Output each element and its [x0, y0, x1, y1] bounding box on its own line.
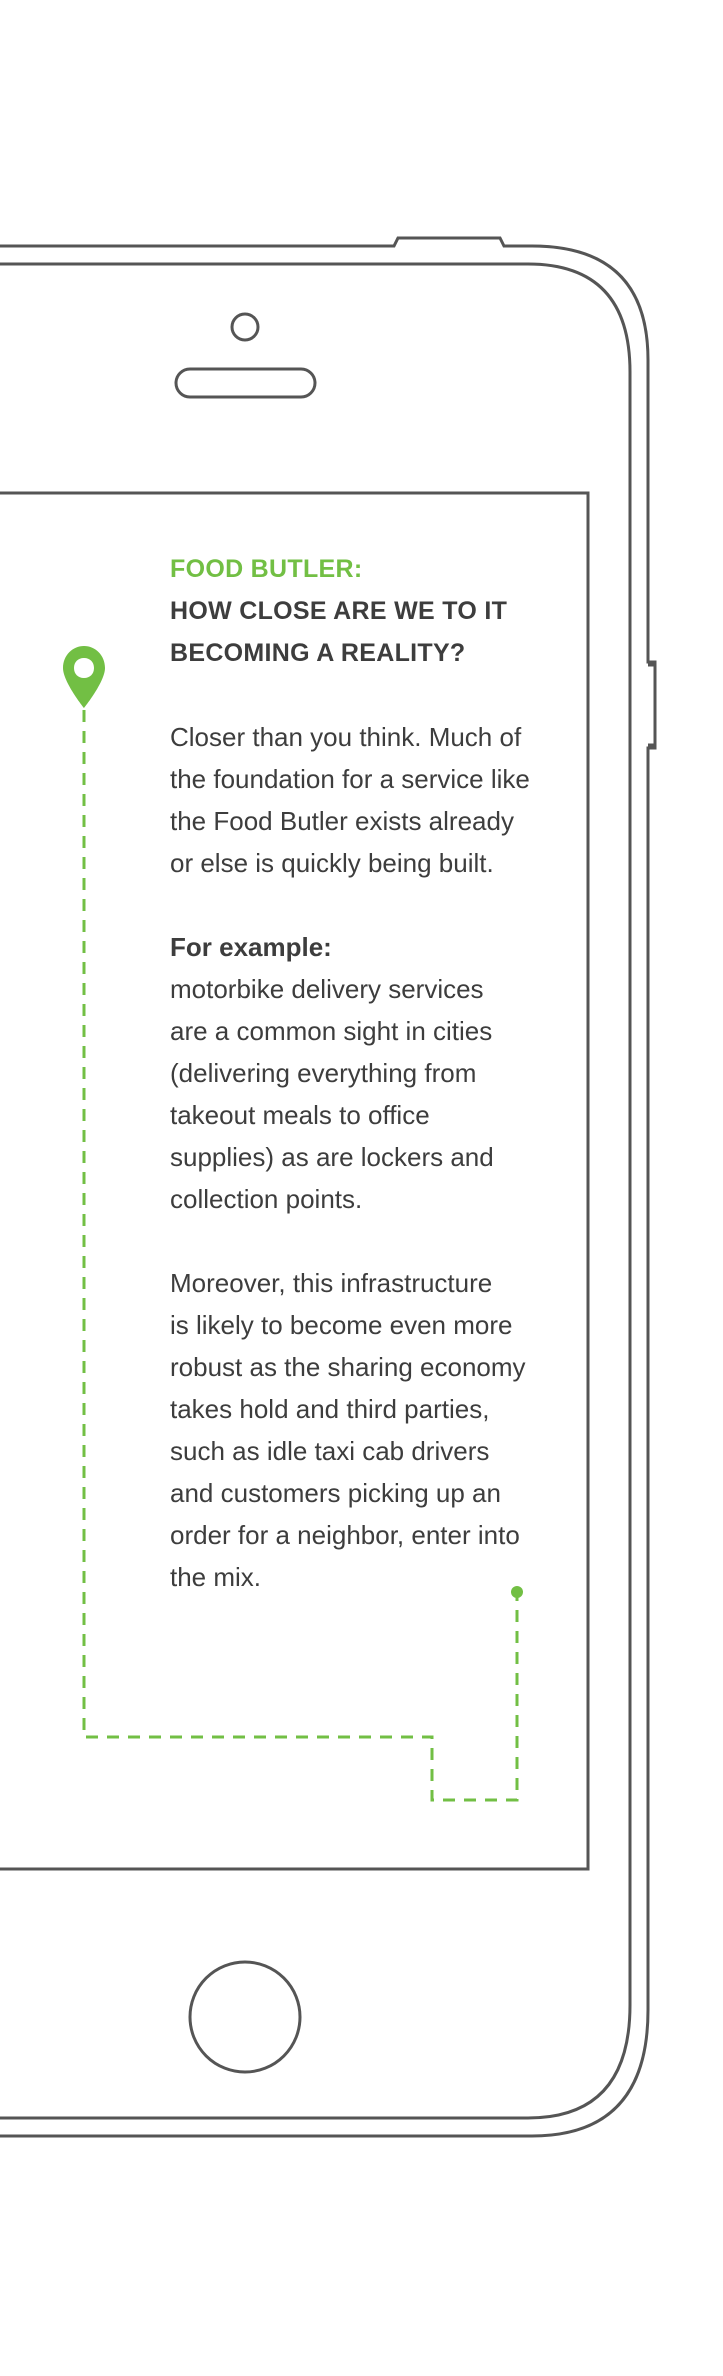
- intro-line: Closer than you think. Much of: [170, 722, 522, 752]
- example-line: supplies) as are lockers and: [170, 1142, 494, 1172]
- location-pin-icon: [63, 646, 105, 708]
- example-line: takeout meals to office: [170, 1100, 430, 1130]
- article-eyebrow: FOOD BUTLER:: [170, 555, 363, 583]
- closing-line: order for a neighbor, enter into: [170, 1520, 520, 1550]
- closing-line: is likely to become even more: [170, 1310, 513, 1340]
- intro-line: the Food Butler exists already: [170, 806, 514, 836]
- front-camera: [232, 314, 258, 340]
- example-line: (delivering everything from: [170, 1058, 477, 1088]
- closing-line: Moreover, this infrastructure: [170, 1268, 493, 1298]
- example-line: are a common sight in cities: [170, 1016, 493, 1046]
- article-heading-line1: HOW CLOSE ARE WE TO IT: [170, 597, 508, 625]
- side-button: [648, 665, 655, 745]
- home-button: [190, 1962, 300, 2072]
- closing-line: robust as the sharing economy: [170, 1352, 526, 1382]
- earpiece-speaker: [176, 369, 315, 397]
- closing-line: such as idle taxi cab drivers: [170, 1436, 490, 1466]
- closing-line: takes hold and third parties,: [170, 1394, 490, 1424]
- example-line: collection points.: [170, 1184, 363, 1214]
- article-heading-line2: BECOMING A REALITY?: [170, 639, 466, 667]
- intro-line: or else is quickly being built.: [170, 848, 494, 878]
- closing-line: and customers picking up an: [170, 1478, 501, 1508]
- intro-line: the foundation for a service like: [170, 764, 530, 794]
- example-label: For example:: [170, 932, 332, 962]
- example-line: motorbike delivery services: [170, 974, 484, 1004]
- closing-line: the mix.: [170, 1562, 262, 1592]
- article-content: [170, 548, 565, 1598]
